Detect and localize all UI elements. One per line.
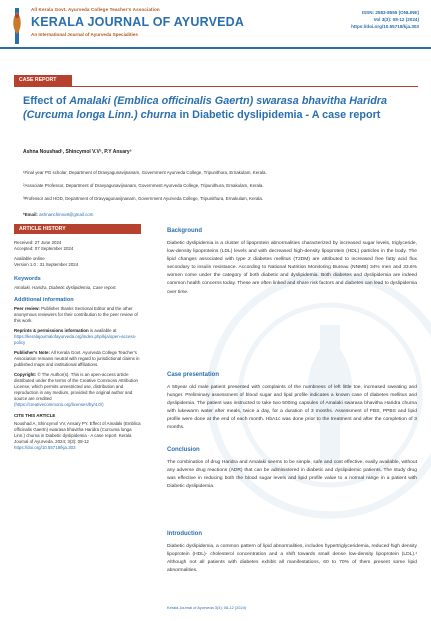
corresponding-email: *Email: ashnanchinnu9@gmail.com: [23, 212, 94, 217]
introduction-section: [167, 531, 417, 575]
license-link[interactable]: (https://creativecommons.org/licenses/by/4.0/): [14, 402, 104, 407]
available-online: Available online: [14, 256, 45, 261]
conclusion-section: [167, 447, 417, 491]
case-heading: Case presentation: [167, 372, 220, 378]
cite-heading: CITE THIS ARTICLE: [14, 413, 56, 418]
article-sidebar: [14, 224, 141, 451]
article-type-rule: [14, 86, 418, 87]
citation-text: Noushad A, Shincymol VV, Ansary PY. Effect of Amalaki (Emblica officinalis Gaertn) swarasa bhavitha Haridra (Curcuma longa Linn.) churna in Diabetic dyslipidemia - A case report. Kerala Journal of Ayurveda. 2024; 3(3): 08-12: [14, 421, 141, 444]
background-section: [167, 228, 417, 297]
article-type-badge: CASE REPORT: [14, 75, 72, 86]
version-date: Version 1.0 : 31 September 2024: [14, 262, 79, 267]
conclusion-heading: Conclusion: [167, 447, 200, 453]
keywords-list: Amalaki, Haridra, Diabetic dyslipidemia, Case report.: [14, 285, 117, 290]
introduction-heading: Introduction: [167, 531, 202, 537]
page-footer: Kerala Journal of Ayurveda 3(3): 08-12 (2024): [167, 605, 247, 610]
journal-logo-icon: [10, 8, 24, 44]
journal-header: [0, 0, 431, 68]
affiliation-2: ²Associate Professor, Department of Dravyagunavijnanam, Government Ayurveda College, Tripunithura, Ernakulam, Kerala.: [23, 183, 264, 188]
affiliation-3: ³Professor and HOD, Department of Dravyagunavijnanam, Government Ayurveda College, Tripunithura, Ernakulam, Kerala.: [23, 196, 264, 201]
journal-tagline: An International Journal of Ayurveda Specialities: [31, 32, 138, 37]
background-heading: Background: [167, 228, 203, 234]
header-divider: [0, 47, 431, 49]
author-list: Ashna Noushad¹, Shincymol V.V², P.Y Ansary³: [23, 149, 132, 155]
peer-review-note: Peer review: Publisher thanks Sectional Editor and the other anonymous reviewers for their contribution to the peer review of this work.: [14, 306, 138, 323]
affiliation-1: ¹Final year PG scholar, Department of Dravyagunavijnanam, Government Ayurveda College, Tripunithura, Ernakulam, Kerala.: [23, 170, 267, 175]
journal-title: KERALA JOURNAL OF AYURVEDA: [31, 15, 245, 29]
conclusion-body: The combination of drug Haridra and Amalaki seems to be simple, safe and cost effective, easily available, without any adverse drug reactions (ADR) that can be administered in diabetic and dyslipidemic patients. The study drug was effective in reducing both the blood sugar levels and lipid profile value to a normal range in a patient with Diabetic dyslipidemia.: [167, 460, 417, 490]
reprints-link[interactable]: https://keralajournalofayurveda.org/index.php/kja/open-access-policy: [14, 334, 137, 345]
article-title: [23, 95, 411, 122]
article-history-heading: ARTICLE HISTORY: [14, 224, 141, 234]
accepted-date: Accepted: 07 September 2024: [14, 246, 74, 251]
association-name: All Kerala Govt. Ayurveda College Teacher's Association: [31, 7, 160, 12]
email-link[interactable]: ashnanchinnu9@gmail.com: [39, 212, 94, 217]
doi-link[interactable]: https://doi.org/10.55718/kja.303: [351, 24, 419, 29]
issn-block: [351, 9, 419, 30]
additional-info-heading: Additional information: [14, 297, 74, 303]
reprints-note: Reprints & permissions information is available at https://keralajournalofayurveda.org/index.php/kja/open-access-policy: [14, 328, 137, 345]
introduction-body: Diabetic dyslipidemia, a common pattern of lipid abnormalities, includes hypertriglyceridemia, reduced high density lipoprotein (HDL)- cholesterol concentration and a shift towards small dense low-density lipoprotein (LDL).¹ Although not all patients with diabetes exhibit all manifestations, 60 to 70% of them present some lipid abnormalities.: [167, 544, 417, 574]
case-body: A 55year old male patient presented with complaints of the numbness of left little toe, increased sweating and hunger. Preliminary assessment of blood sugar and lipid profile indicates a known case of diabetes mellitus and dyslipidemia. The patient was instructed to take two 500mg capsules of Amalaki swarasa bhavitha Haridra churna with lukewarm water after meals, twice a day, for a duration of 3 months. Assessment of FBS, PPBS and lipid profile were done at the end of each month. HbA1c was done prior to the treatment and after the completion of 3 months.: [167, 385, 417, 431]
received-date: Received: 27 June 2024: [14, 240, 62, 245]
issn: ISSN: 2583-8555 (ONLINE): [361, 10, 419, 15]
publisher-note: Publisher's Note: All Kerala Govt. Ayurveda College Teacher's Association remains neutral with regard to jurisdictional claims in published maps and institutional affiliations.: [14, 350, 140, 367]
title-italic: Amalaki (Emblica officinalis Gaertn) swarasa bhavitha Haridra (Curcuma longa Linn.) churna: [23, 95, 388, 121]
volume: Vol 3(3): 08-12 (2024): [373, 17, 419, 22]
title-part-1: Effect of: [23, 95, 70, 107]
background-body: Diabetic dyslipidemia is a cluster of lipoprotein abnormalities characterized by increased sugar levels, triglyceride, low-density lipoproteins (LDL) levels and with decreased high-density lipoprotein (HDL) particles in the body. The lipid changes associated with type 2 diabetes mellitus (T2DM) are attributed to increased free fatty acid flux secondary to insulin resistance. According to National Nutrition Monitoring Bureau (NNMB) 34% men and 33.6% women come under the category of both diabetic and dyslipidemia. Both diabetes and dyslipidemia are indeed common health concerns today. These are often linked and share risk factors and diabetes can lead to dyslipidemia over time.: [167, 241, 417, 295]
keywords-heading: Keywords: [14, 276, 41, 282]
copyright-note: Copyright: © The Author(s). This is an open-access article distributed under the terms of the Creative Commons Attribution License, which permits unrestricted use, distribution and reproduction in any medium, provided the original author and source are credited (https://creativecommons.org/licenses/by/4.0/): [14, 372, 138, 407]
case-section: [167, 372, 417, 433]
title-part-2: in Diabetic dyslipidemia - A case report: [176, 108, 381, 121]
citation-doi-link[interactable]: https://doi.org/10.55718/kja.303: [14, 445, 76, 450]
